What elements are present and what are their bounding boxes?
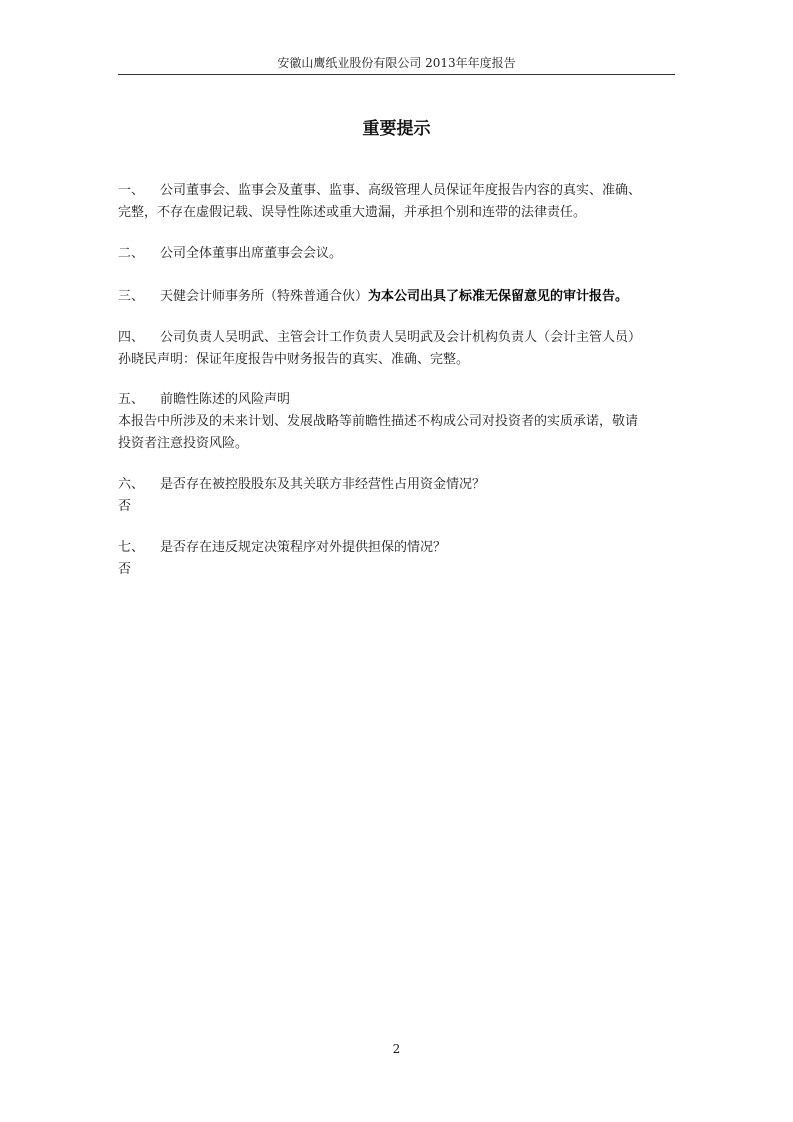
notice-item-7: [118, 537, 678, 581]
item-text: 公司董事会、监事会及董事、监事、高级管理人员保证年度报告内容的真实、准确、: [160, 183, 642, 198]
page-number: 2: [392, 1042, 401, 1056]
item-paragraph-line: 投资者注意投资风险。: [118, 436, 249, 451]
item-text: 前瞻性陈述的风险声明: [160, 392, 291, 407]
notice-item-5: [118, 389, 678, 455]
item-continuation: 完整，不存在虚假记载、误导性陈述或重大遗漏，并承担个别和连带的法律责任。: [118, 205, 587, 220]
notice-item-1: [118, 180, 678, 224]
notice-item-3: [118, 286, 678, 308]
item-answer: 否: [118, 499, 132, 514]
header-divider: [118, 74, 675, 75]
item-text: 是否存在被控股股东及其关联方非经营性占用资金情况？: [160, 477, 486, 492]
item-text: 公司负责人吴明武、主管会计工作负责人吴明武及会计机构负责人（会计主管人员）: [160, 330, 642, 345]
item-text: 天健会计师事务所（特殊普通合伙）: [160, 289, 369, 304]
item-number: 二、: [118, 246, 145, 261]
item-paragraph-line: 本报告中所涉及的未来计划、发展战略等前瞻性描述不构成公司对投资者的实质承诺，敬请: [118, 414, 639, 429]
item-number: 一、: [118, 183, 145, 198]
item-number: 四、: [118, 330, 145, 345]
item-text: 公司全体董事出席董事会会议。: [160, 246, 343, 261]
item-text: 是否存在违反规定决策程序对外提供担保的情况？: [160, 540, 447, 555]
item-answer: 否: [118, 562, 132, 577]
item-number: 三、: [118, 289, 145, 304]
item-number: 五、: [118, 392, 145, 407]
notice-item-6: [118, 474, 678, 518]
page-header: 安徽山鹰纸业股份有限公司 2013年年度报告: [277, 56, 516, 70]
item-number: 六、: [118, 477, 145, 492]
notice-item-2: [118, 243, 678, 265]
item-bold-text: 为本公司出具了标准无保留意见的审计报告。: [368, 289, 629, 304]
item-number: 七、: [118, 540, 145, 555]
item-continuation: 孙晓民声明：保证年度报告中财务报告的真实、准确、完整。: [118, 352, 470, 367]
notice-item-4: [118, 327, 678, 371]
page-title: 重要提示: [362, 119, 431, 139]
